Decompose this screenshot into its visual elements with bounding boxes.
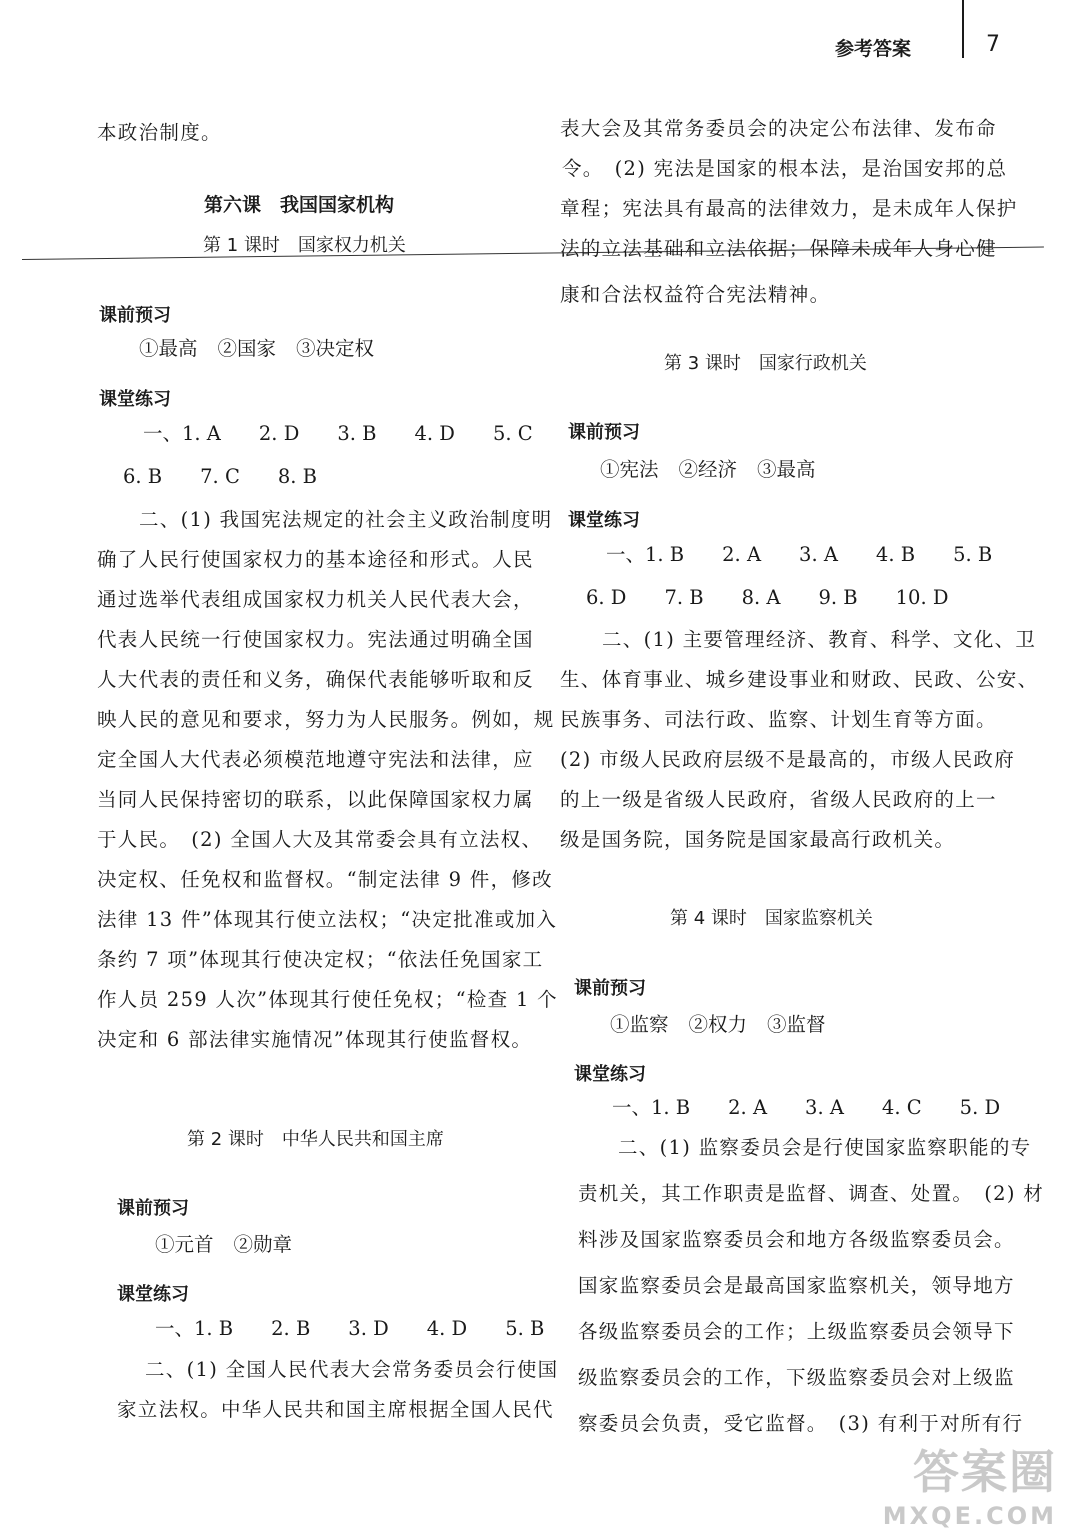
- text-line: 于人民。 (2) 全国人大及其常委会具有立法权、: [97, 828, 543, 851]
- answer: 10. D: [895, 586, 949, 609]
- answer: 2. A: [728, 1096, 768, 1119]
- answer: 5. B: [505, 1317, 545, 1340]
- s2-answer-text: [117, 1350, 558, 1430]
- s1-answer-row-2: [123, 457, 355, 497]
- text-line: 国家监察委员会是最高国家监察机关，领导地方: [578, 1274, 1015, 1297]
- text-line: 的上一级是省级人民政府，省级人民政府的上一: [560, 788, 997, 811]
- text-line: 二、(1) 全国人民代表大会常务委员会行使国: [145, 1358, 559, 1381]
- lesson-6-title: 第六课 我国国家机构: [204, 194, 395, 216]
- text-line: 责机关，其工作职责是监督、调查、处置。 (2) 材: [578, 1182, 1045, 1205]
- continuation-line: 本政治制度。: [97, 121, 222, 144]
- prep-answer: ③最高: [757, 458, 816, 481]
- answer: 4. D: [414, 422, 455, 445]
- answer: 5. C: [492, 422, 533, 445]
- s1-practice-heading: 课堂练习: [99, 389, 171, 410]
- text-line: 法的立法基础和立法依据；保障未成年人身心健: [560, 237, 997, 260]
- page-number: 7: [986, 32, 1000, 57]
- answer: 7. C: [200, 465, 240, 488]
- s2-prep-heading: 课前预习: [117, 1198, 189, 1219]
- text-line: 章程；宪法具有最高的法律效力，是未成年人保护: [560, 197, 1018, 220]
- answer: 4. D: [426, 1317, 468, 1340]
- answer: 4. C: [881, 1096, 922, 1119]
- text-line: 各级监察委员会的工作；上级监察委员会领导下: [578, 1320, 1015, 1343]
- answer: 一、1. B: [155, 1317, 234, 1340]
- text-line: 法律 13 件”体现其行使立法权；“决定批准或加入: [97, 908, 558, 931]
- watermark-title: 答案圈: [913, 1445, 1057, 1499]
- answer: 5. D: [959, 1096, 1001, 1119]
- text-line: 级是国务院，国务院是国家最高行政机关。: [560, 828, 956, 851]
- answer: 8. A: [741, 586, 781, 609]
- answer: 一、1. A: [143, 422, 221, 445]
- text-line: 代表人民统一行使国家权力。宪法通过明确全国: [97, 628, 534, 651]
- watermark-logo: [883, 1436, 1057, 1530]
- lesson-2-title: 第 2 课时 中华人民共和国主席: [187, 1129, 444, 1150]
- text-line: 家立法权。中华人民共和国主席根据全国人民代: [117, 1398, 554, 1421]
- s3-answer-text: [560, 620, 1038, 860]
- s4-prep-heading: 课前预习: [574, 978, 646, 999]
- answer: 6. D: [586, 586, 627, 609]
- lesson-3-title: 第 3 课时 国家行政机关: [664, 353, 867, 374]
- s3-answer-row-2: [586, 578, 986, 618]
- answer: 3. B: [337, 422, 377, 445]
- answer: 4. B: [875, 543, 916, 566]
- lesson-1-title: 第 1 课时 国家权力机关: [203, 235, 406, 256]
- text-line: 察委员会负责，受它监督。 (3) 有利于对所有行: [578, 1412, 1024, 1435]
- lesson-4-title: 第 4 课时 国家监察机关: [670, 908, 873, 929]
- answer: 7. B: [664, 586, 704, 609]
- s4-prep-answers: [610, 1005, 864, 1045]
- s4-practice-heading: 课堂练习: [574, 1064, 646, 1085]
- header-label: 参考答案: [835, 38, 912, 60]
- prep-answer: ②勋章: [233, 1233, 293, 1256]
- answer: 9. B: [818, 586, 858, 609]
- text-line: 二、(1) 监察委员会是行使国家监察职能的专: [618, 1136, 1032, 1159]
- s3-prep-heading: 课前预习: [568, 422, 640, 443]
- s1-prep-heading: 课前预习: [99, 305, 171, 326]
- text-line: 决定和 6 部法律实施情况”体现其行使监督权。: [97, 1028, 533, 1051]
- prep-answer: ③监督: [767, 1013, 826, 1036]
- prep-answer: ①宪法: [600, 458, 659, 481]
- s2-answer-row-1: [155, 1309, 582, 1349]
- text-line: 通过选举代表组成国家权力机关人民代表大会，: [97, 588, 534, 611]
- answer: 一、1. B: [612, 1096, 691, 1119]
- answer: 3. D: [348, 1317, 389, 1340]
- text-line: 决定权、任免权和监督权。“制定法律 9 件，修改: [97, 868, 553, 891]
- prep-answer: ②经济: [678, 458, 738, 481]
- text-line: 表大会及其常务委员会的决定公布法律、发布命: [560, 117, 997, 140]
- text-line: 料涉及国家监察委员会和地方各级监察委员会。: [578, 1228, 1015, 1251]
- answer: 8. B: [277, 465, 318, 488]
- s2-practice-heading: 课堂练习: [117, 1284, 189, 1305]
- answer: 3. A: [805, 1096, 844, 1119]
- prep-answer: ②权力: [688, 1013, 748, 1036]
- text-line: 条约 7 项”体现其行使决定权；“依法任免国家工: [97, 948, 544, 971]
- text-line: (2) 市级人民政府层级不是最高的，市级人民政府: [560, 748, 1016, 771]
- prep-answer: ①元首: [155, 1233, 214, 1256]
- watermark-url: MXQE.COM: [882, 1502, 1057, 1530]
- continuation-text: [560, 109, 1018, 315]
- text-line: 二、(1) 主要管理经济、教育、科学、文化、卫: [602, 628, 1037, 651]
- answer: 3. A: [799, 543, 838, 566]
- s3-answer-row-1: [606, 535, 1030, 575]
- answer: 2. D: [258, 422, 300, 445]
- answer: 2. A: [722, 543, 762, 566]
- text-line: 确了人民行使国家权力的基本途径和形式。人民: [97, 548, 534, 571]
- s3-prep-answers: [600, 450, 854, 490]
- answer: 6. B: [123, 465, 163, 488]
- text-line: 康和合法权益符合宪法精神。: [560, 283, 831, 306]
- text-line: 定全国人大代表必须模范地遵守宪法和法律，应: [97, 748, 534, 771]
- text-line: 令。 (2) 宪法是国家的根本法，是治国安邦的总: [562, 157, 1008, 180]
- text-line: 生、体育事业、城乡建设事业和财政、民政、公安、: [560, 668, 1039, 691]
- text-line: 作人员 259 人次”体现其行使任免权；“检查 1 个: [97, 988, 558, 1011]
- s1-answer-row-1: [143, 414, 571, 454]
- prep-answer: ②国家: [217, 337, 277, 360]
- text-line: 二、(1) 我国宪法规定的社会主义政治制度明: [139, 508, 553, 531]
- s1-answer-text: [97, 500, 558, 1060]
- text-line: 人大代表的责任和义务，确保代表能够听取和反: [97, 668, 534, 691]
- answer: 一、1. B: [606, 543, 685, 566]
- text-line: 当同人民保持密切的联系，以此保障国家权力属: [97, 788, 534, 811]
- s1-prep-answers: [139, 329, 412, 369]
- text-line: 民族事务、司法行政、监察、计划生育等方面。: [560, 708, 997, 731]
- answer: 5. B: [953, 543, 993, 566]
- s3-practice-heading: 课堂练习: [568, 510, 640, 531]
- prep-answer: ①最高: [139, 337, 198, 360]
- answer: 2. B: [271, 1317, 311, 1340]
- prep-answer: ③决定权: [296, 337, 375, 360]
- s4-answer-text: [578, 1128, 1044, 1444]
- prep-answer: ①监察: [610, 1013, 669, 1036]
- text-line: 映人民的意见和要求，努力为人民服务。例如，规: [97, 708, 555, 731]
- text-line: 级监察委员会的工作，下级监察委员会对上级监: [578, 1366, 1015, 1389]
- s2-prep-answers: [155, 1225, 330, 1265]
- header-divider: [962, 0, 964, 58]
- s4-answer-row-1: [612, 1088, 1038, 1128]
